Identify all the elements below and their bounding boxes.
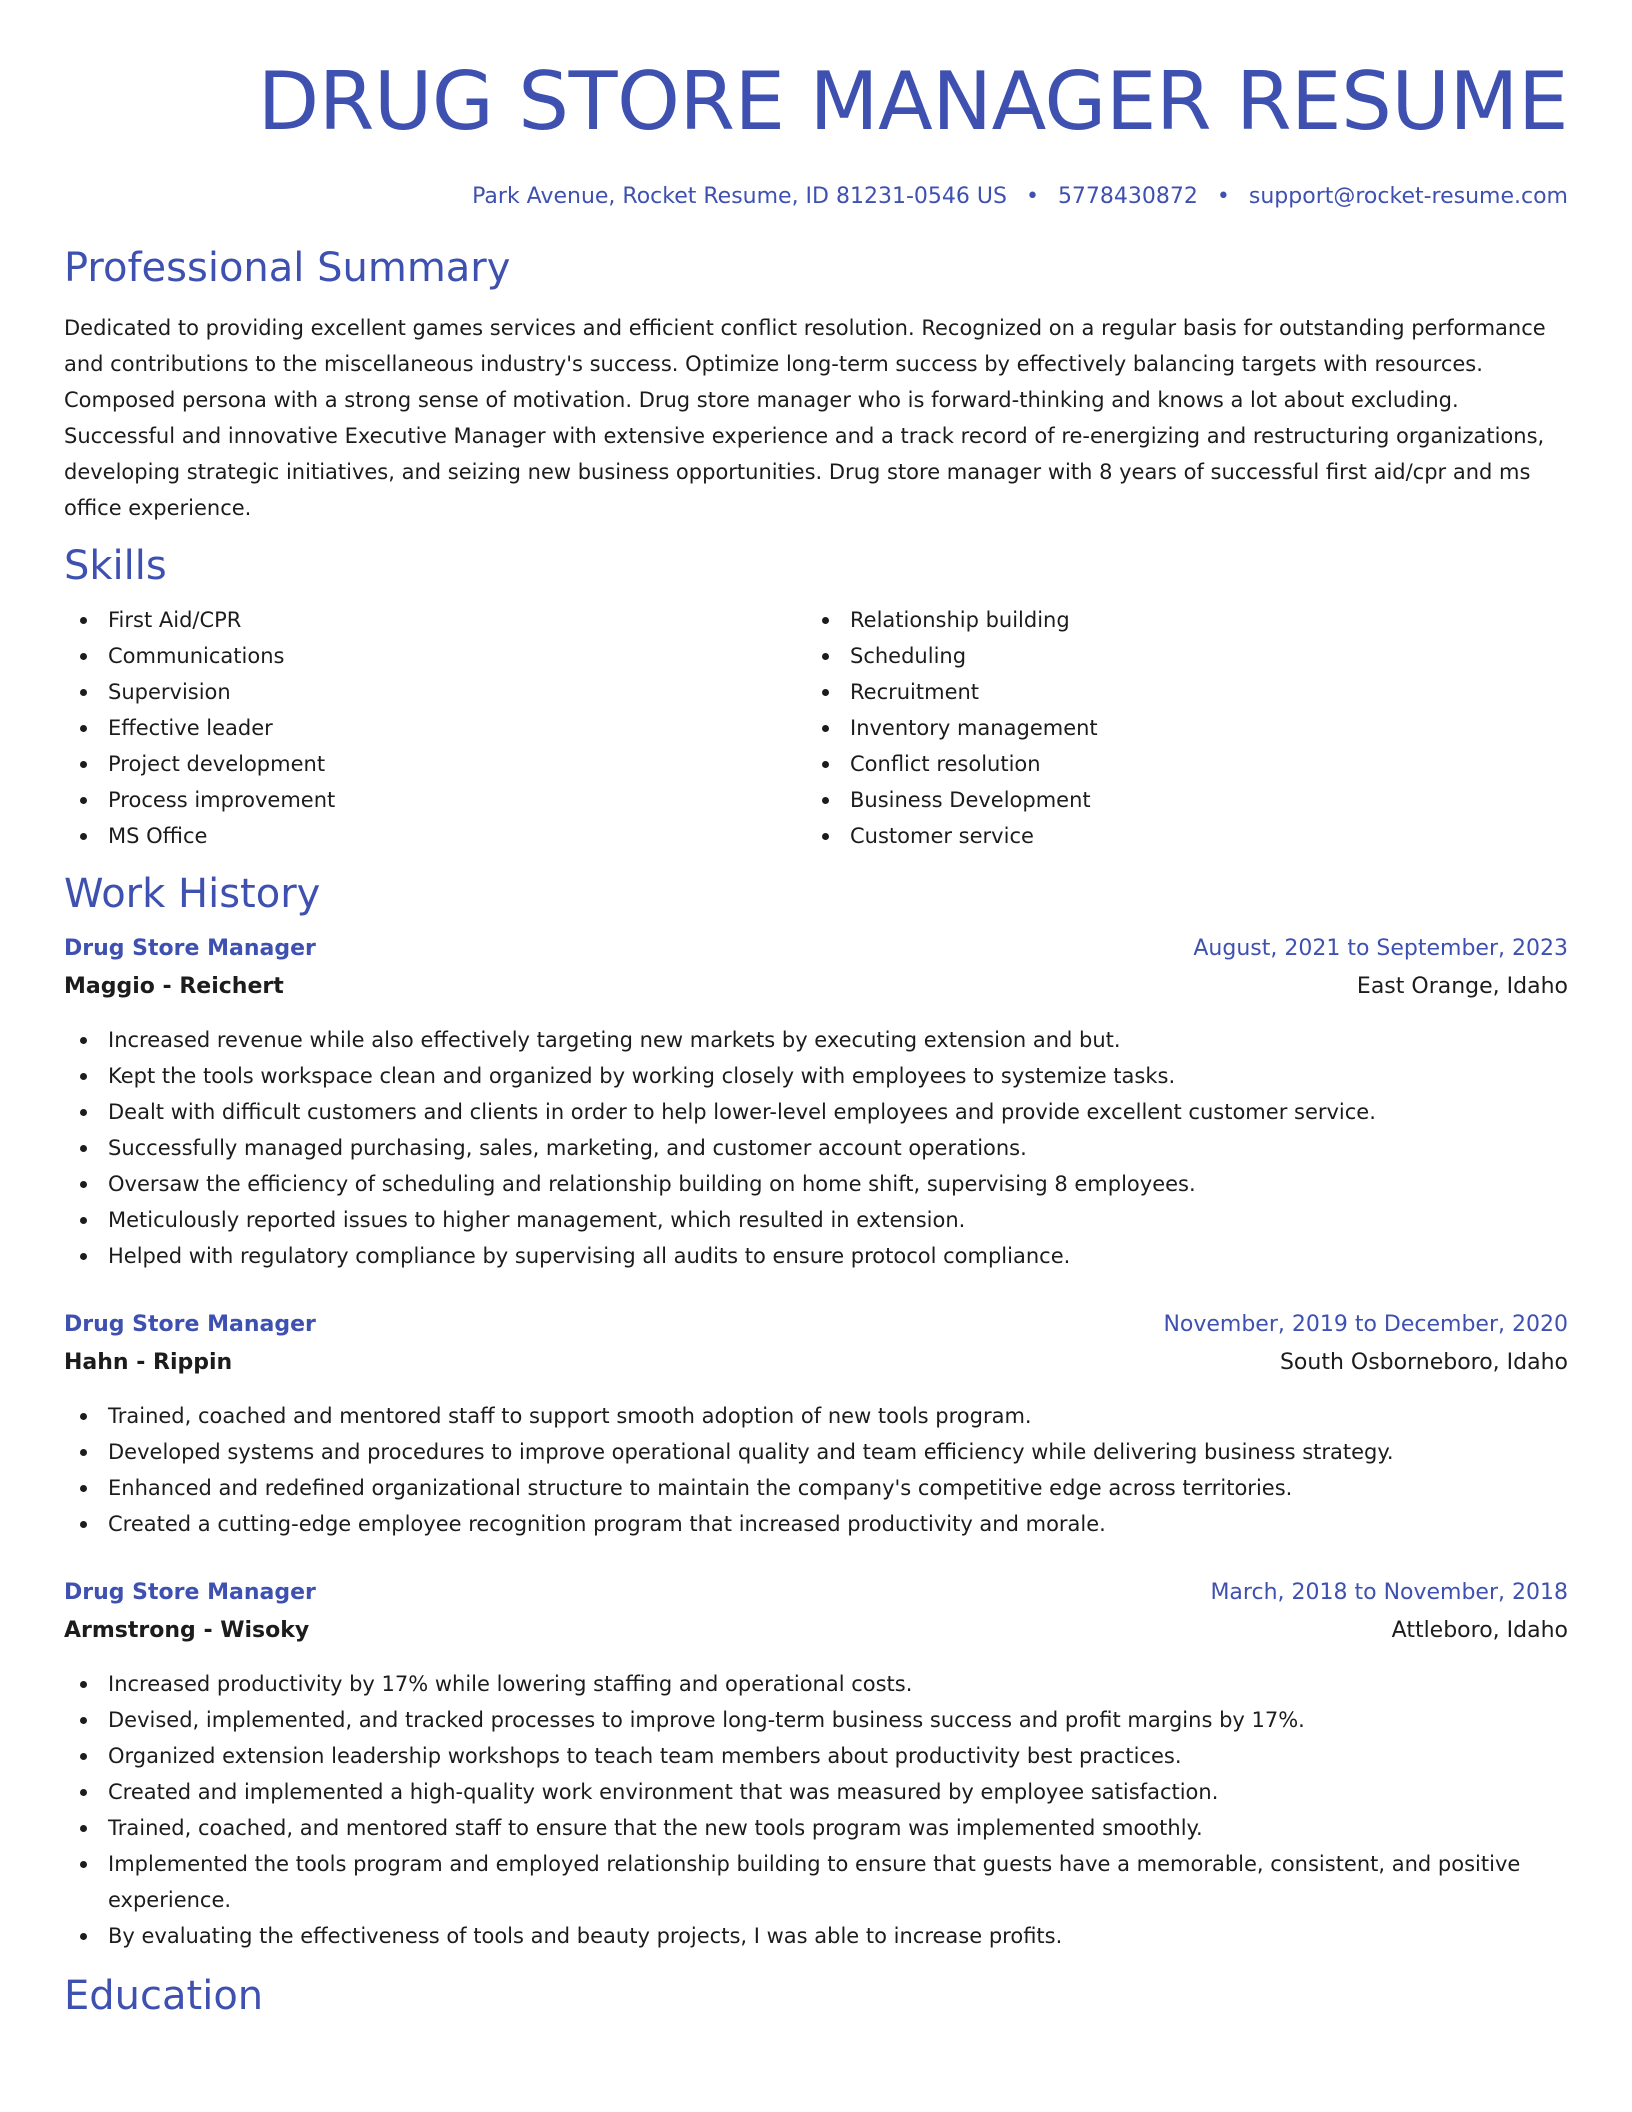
- skill-item: Effective leader: [64, 710, 806, 746]
- job-location: South Osborneboro, Idaho: [1279, 1350, 1568, 1375]
- job-bullet-list: [64, 1022, 1568, 1274]
- contact-address: Park Avenue, Rocket Resume, ID 81231-0546 US: [472, 184, 1007, 209]
- job-bullet: Devised, implemented, and tracked processes to improve long-term business success and profit margins by 17%.: [64, 1702, 1568, 1738]
- skill-item: Relationship building: [806, 602, 1548, 638]
- job-entry: [64, 1574, 1568, 1954]
- job-company-row: [64, 968, 1568, 1006]
- contact-separator: •: [1025, 184, 1039, 209]
- job-header-row: [64, 1574, 1568, 1612]
- skill-item: Project development: [64, 746, 806, 782]
- skill-item: Supervision: [64, 674, 806, 710]
- job-dates: November, 2019 to December, 2020: [1163, 1312, 1568, 1337]
- job-bullet: Trained, coached and mentored staff to support smooth adoption of new tools program.: [64, 1398, 1568, 1434]
- job-bullet: Increased productivity by 17% while lowering staffing and operational costs.: [64, 1666, 1568, 1702]
- job-location: East Orange, Idaho: [1356, 974, 1568, 999]
- contact-phone: 5778430872: [1057, 184, 1198, 209]
- skill-item: MS Office: [64, 818, 806, 854]
- summary-section: [64, 244, 1568, 526]
- skill-item: Inventory management: [806, 710, 1548, 746]
- education-section: [64, 1972, 1568, 2020]
- job-bullet: Enhanced and redefined organizational structure to maintain the company's competitive edge across territories.: [64, 1470, 1568, 1506]
- job-entry: [64, 930, 1568, 1274]
- summary-text: Dedicated to providing excellent games services and efficient conflict resolution. Recognized on a regular basis for outstanding performance and contributions to the miscellaneous industry's success. Optimize long-term success by effectively balancing targets with resources. Composed persona with a strong sense of motivation. Drug store manager who is forward-thinking and knows a lot about excluding. Successful and innovative Executive Manager with extensive experience and a track record of re-energizing and restructuring organizations, developing strategic initiatives, and seizing new business opportunities. Drug store manager with 8 years of successful first aid/cpr and ms office experience.: [64, 316, 1546, 520]
- skill-item: Process improvement: [64, 782, 806, 818]
- job-bullet-list: [64, 1666, 1568, 1954]
- work-history-section: [64, 870, 1568, 1954]
- section-heading-summary: Professional Summary: [64, 245, 511, 291]
- job-title: Drug Store Manager: [64, 936, 316, 961]
- job-bullet: By evaluating the effectiveness of tools and beauty projects, I was able to increase profits.: [64, 1918, 1568, 1954]
- contact-separator: •: [1216, 184, 1230, 209]
- contact-line: [64, 182, 1568, 212]
- skills-list-left: [64, 602, 806, 854]
- job-location: Attleboro, Idaho: [1391, 1618, 1568, 1643]
- skill-item: Business Development: [806, 782, 1548, 818]
- job-bullet: Organized extension leadership workshops to teach team members about productivity best practices.: [64, 1738, 1568, 1774]
- section-heading-work-history: Work History: [64, 871, 321, 917]
- contact-email[interactable]: support@rocket-resume.com: [1248, 184, 1568, 209]
- job-company: Hahn - Rippin: [64, 1350, 233, 1375]
- skills-list-right: [806, 602, 1548, 854]
- section-heading-skills: Skills: [64, 543, 167, 589]
- job-entry: [64, 1306, 1568, 1542]
- job-bullet: Kept the tools workspace clean and organized by working closely with employees to systemize tasks.: [64, 1058, 1568, 1094]
- resume-title: DRUG STORE MANAGER RESUME: [257, 55, 1568, 148]
- job-dates: August, 2021 to September, 2023: [1193, 936, 1568, 961]
- job-list: [64, 930, 1568, 1954]
- job-company-row: [64, 1612, 1568, 1650]
- skill-item: Customer service: [806, 818, 1548, 854]
- job-header-row: [64, 1306, 1568, 1344]
- job-bullet: Oversaw the efficiency of scheduling and relationship building on home shift, supervising 8 employees.: [64, 1166, 1568, 1202]
- job-bullet: Developed systems and procedures to improve operational quality and team efficiency while delivering business strategy.: [64, 1434, 1568, 1470]
- skill-item: Recruitment: [806, 674, 1548, 710]
- job-title: Drug Store Manager: [64, 1580, 316, 1605]
- job-bullet-list: [64, 1398, 1568, 1542]
- job-company: Armstrong - Wisoky: [64, 1618, 310, 1643]
- job-bullet: Created a cutting-edge employee recognition program that increased productivity and morale.: [64, 1506, 1568, 1542]
- job-bullet: Successfully managed purchasing, sales, marketing, and customer account operations.: [64, 1130, 1568, 1166]
- skill-item: Conflict resolution: [806, 746, 1548, 782]
- job-company: Maggio - Reichert: [64, 974, 284, 999]
- job-bullet: Helped with regulatory compliance by supervising all audits to ensure protocol compliance.: [64, 1238, 1568, 1274]
- job-bullet: Trained, coached, and mentored staff to ensure that the new tools program was implemented smoothly.: [64, 1810, 1568, 1846]
- skill-item: Scheduling: [806, 638, 1548, 674]
- job-bullet: Dealt with difficult customers and clients in order to help lower-level employees and provide excellent customer service.: [64, 1094, 1568, 1130]
- resume-page: [64, 0, 1568, 2020]
- job-dates: March, 2018 to November, 2018: [1210, 1580, 1568, 1605]
- skills-columns: [64, 602, 1568, 854]
- job-bullet: Increased revenue while also effectively targeting new markets by executing extension and but.: [64, 1022, 1568, 1058]
- job-bullet: Created and implemented a high-quality work environment that was measured by employee satisfaction.: [64, 1774, 1568, 1810]
- skills-section: [64, 542, 1568, 854]
- skill-item: First Aid/CPR: [64, 602, 806, 638]
- job-header-row: [64, 930, 1568, 968]
- section-heading-education: Education: [64, 1973, 264, 2019]
- skill-item: Communications: [64, 638, 806, 674]
- job-bullet: Meticulously reported issues to higher management, which resulted in extension.: [64, 1202, 1568, 1238]
- job-bullet: Implemented the tools program and employed relationship building to ensure that guests have a memorable, consistent, and positive experience.: [64, 1846, 1568, 1918]
- job-title: Drug Store Manager: [64, 1312, 316, 1337]
- job-company-row: [64, 1344, 1568, 1382]
